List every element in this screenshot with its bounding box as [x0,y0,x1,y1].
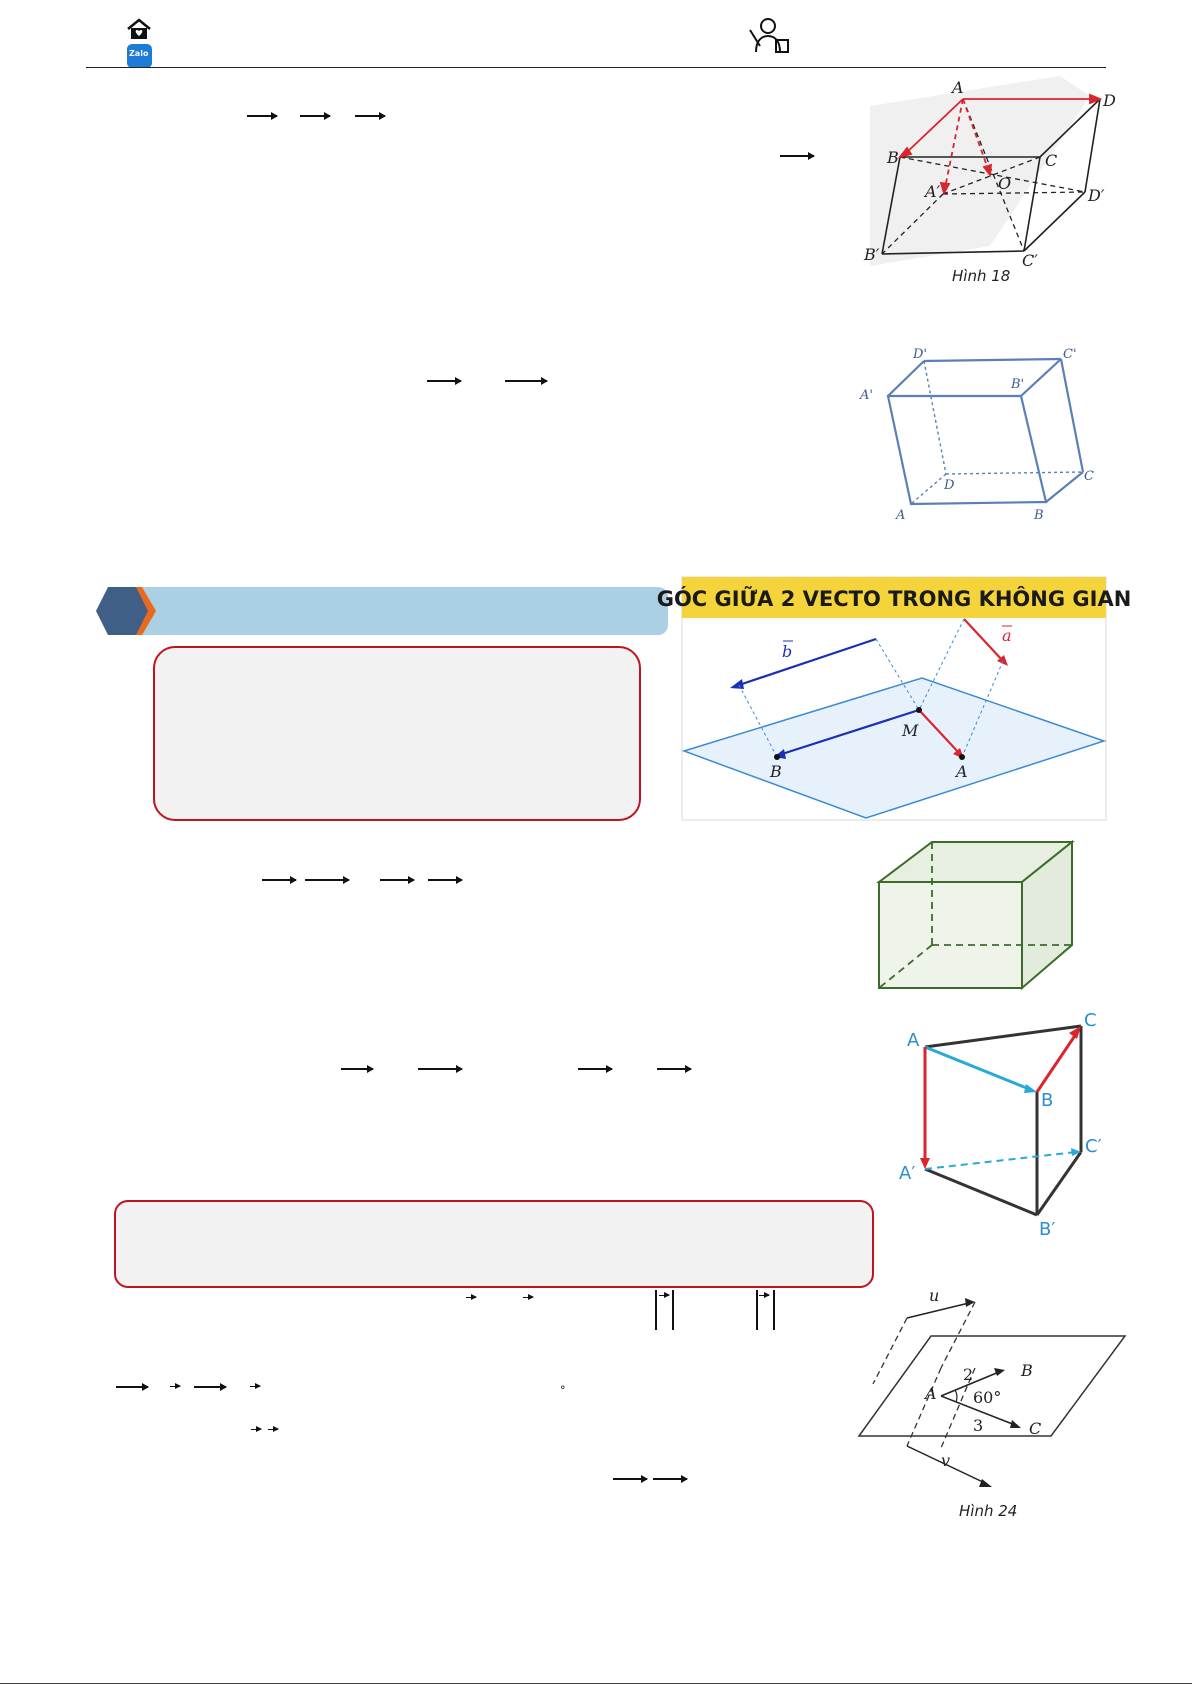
label-60: 60° [973,1388,1002,1407]
note-box [114,1200,874,1288]
degree-mark: ° [560,1384,566,1397]
header-divider [86,67,1106,68]
label-A: A [896,508,906,523]
label-Dp: D′ [1088,186,1105,205]
label-B: B [887,148,899,167]
label-B: B [1034,508,1044,523]
angle-banner [656,577,1132,820]
label-Ap: A′ [899,1163,916,1184]
label-C: C [1029,1419,1042,1438]
label-b: b [782,642,793,661]
label-Dp: D' [913,347,927,362]
label-a: a [1002,626,1012,645]
label-A: A [925,1384,937,1403]
label-Cp: C′ [1022,251,1038,270]
home-icon[interactable] [126,18,152,40]
figure-caption: Hình 24 [959,1502,1018,1520]
label-Bp: B' [1011,377,1025,392]
footer-divider [0,1683,1192,1684]
figure-caption: Hình 18 [952,267,1011,285]
label-C: C [1084,1010,1097,1031]
label-C: C [1045,151,1058,170]
watermark [870,76,1090,266]
label-M: M [902,721,919,740]
banner-title: GÓC GIỮA 2 VECTO TRONG KHÔNG GIAN [656,587,1132,611]
cube-figure [877,840,1077,992]
label-O: O [998,174,1012,193]
label-3: 3 [973,1416,984,1435]
label-D: D [1103,91,1116,110]
label-u: u [929,1286,940,1305]
label-2: 2 [963,1365,974,1384]
section-header-tab [96,585,672,637]
label-C: C [1084,469,1094,484]
label-v: v [941,1451,951,1470]
label-Ap: A′ [925,182,941,201]
prism-figure [895,1004,1115,1238]
label-B: B [1021,1361,1033,1380]
label-Ap: A' [860,388,873,403]
label-Bp: B′ [864,245,880,264]
label-Cp: C′ [1085,1136,1102,1157]
definition-box [153,646,641,821]
zalo-icon[interactable] [127,44,152,68]
label-B: B [1041,1090,1054,1111]
figure-24 [855,1288,1125,1524]
box-figure [858,344,1108,526]
label-A: A [956,762,968,781]
label-A: A [952,78,964,97]
zalo-label: Zalo [129,49,149,58]
teacher-icon [748,16,790,56]
label-B: B [770,762,782,781]
figure-18 [860,76,1120,288]
label-D: D [944,478,955,493]
label-A: A [907,1030,920,1051]
label-Bp: B′ [1039,1219,1056,1240]
label-Cp: C' [1063,347,1077,362]
